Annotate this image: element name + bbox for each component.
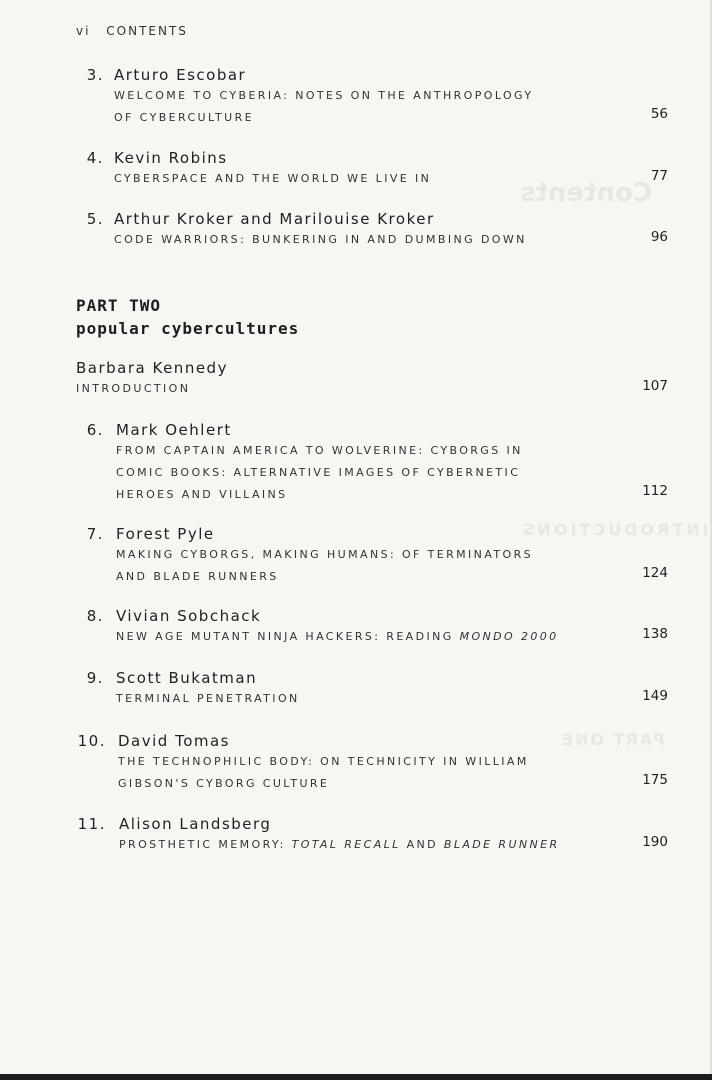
chapter-number: 7. [86, 525, 104, 543]
chapter-author: Forest Pyle [116, 525, 215, 543]
chapter-author: Barbara Kennedy [76, 359, 228, 377]
chapter-title-line: GIBSON'S CYBORG CULTURE [118, 777, 330, 790]
chapter-title-line: INTRODUCTION [76, 382, 191, 395]
chapter-page: 149 [642, 688, 668, 704]
chapter-page: 77 [650, 168, 668, 184]
chapter-title [116, 544, 533, 588]
chapter-number: 10. [77, 732, 106, 750]
part-number: PART TWO [76, 296, 162, 315]
chapter-author: David Tomas [118, 732, 230, 750]
chapter-page: 175 [642, 772, 668, 788]
chapter-page: 112 [642, 483, 668, 499]
chapter-title-text: NEW AGE MUTANT NINJA HACKERS: READING [116, 630, 460, 643]
scan-edge [0, 1074, 712, 1080]
chapter-title [116, 688, 300, 710]
chapter-title-line: WELCOME TO CYBERIA: NOTES ON THE ANTHROPOLOGY [114, 89, 534, 102]
chapter-title-line: OF CYBERCULTURE [114, 111, 254, 124]
chapter-number: 6. [86, 421, 104, 439]
chapter-title [116, 440, 523, 506]
chapter-title-line: MAKING CYBORGS, MAKING HUMANS: OF TERMINATORS [116, 548, 533, 561]
chapter-author: Alison Landsberg [119, 815, 272, 833]
part-heading [76, 294, 299, 340]
running-header [76, 24, 188, 38]
chapter-title [116, 626, 559, 648]
show-through-heading: Contents [520, 178, 652, 208]
chapter-title [119, 834, 560, 856]
show-through-text: INTRODUCTIONS [520, 520, 709, 539]
chapter-number: 3. [86, 66, 104, 84]
chapter-title-line: FROM CAPTAIN AMERICA TO WOLVERINE: CYBORGS IN [116, 444, 523, 457]
chapter-author: Scott Bukatman [116, 669, 258, 687]
chapter-title-italic: TOTAL RECALL [291, 838, 401, 851]
chapter-title-line: COMIC BOOKS: ALTERNATIVE IMAGES OF CYBERNETIC [116, 466, 521, 479]
chapter-number: 8. [86, 607, 104, 625]
part-title: popular cybercultures [76, 319, 300, 338]
chapter-title-text: PROSTHETIC MEMORY: [119, 838, 292, 851]
chapter-author: Kevin Robins [114, 149, 228, 167]
chapter-page: 56 [650, 106, 668, 122]
chapter-number: 9. [86, 669, 104, 687]
chapter-title-line: AND BLADE RUNNERS [116, 570, 279, 583]
chapter-page: 190 [642, 834, 668, 850]
chapter-page: 124 [642, 565, 668, 581]
chapter-title [114, 229, 527, 251]
chapter-title [76, 378, 190, 400]
chapter-author: Arturo Escobar [114, 66, 247, 84]
chapter-title [118, 751, 529, 795]
chapter-number: 11. [77, 815, 106, 833]
chapter-author: Vivian Sobchack [116, 607, 262, 625]
chapter-page: 107 [642, 378, 668, 394]
chapter-author: Arthur Kroker and Marilouise Kroker [114, 210, 435, 228]
chapter-title-line: THE TECHNOPHILIC BODY: ON TECHNICITY IN WILLIAM [118, 755, 529, 768]
chapter-number: 4. [86, 149, 104, 167]
chapter-page: 96 [650, 229, 668, 245]
chapter-author: Mark Oehlert [116, 421, 232, 439]
show-through-text: PART ONE [560, 730, 665, 749]
chapter-title [114, 168, 431, 190]
chapter-title-italic: MONDO 2000 [459, 630, 559, 643]
chapter-title-text: AND [400, 838, 444, 851]
chapter-title-line: TERMINAL PENETRATION [116, 692, 300, 705]
header-label: CONTENTS [106, 24, 188, 38]
chapter-title-line: CYBERSPACE AND THE WORLD WE LIVE IN [114, 172, 432, 185]
chapter-number: 5. [86, 210, 104, 228]
chapter-title-italic: BLADE RUNNER [443, 838, 560, 851]
chapter-title-line: CODE WARRIORS: BUNKERING IN AND DUMBING DOWN [114, 233, 527, 246]
chapter-title [114, 85, 534, 129]
page-number: vi [76, 24, 91, 38]
chapter-page: 138 [642, 626, 668, 642]
chapter-title-line: HEROES AND VILLAINS [116, 488, 288, 501]
